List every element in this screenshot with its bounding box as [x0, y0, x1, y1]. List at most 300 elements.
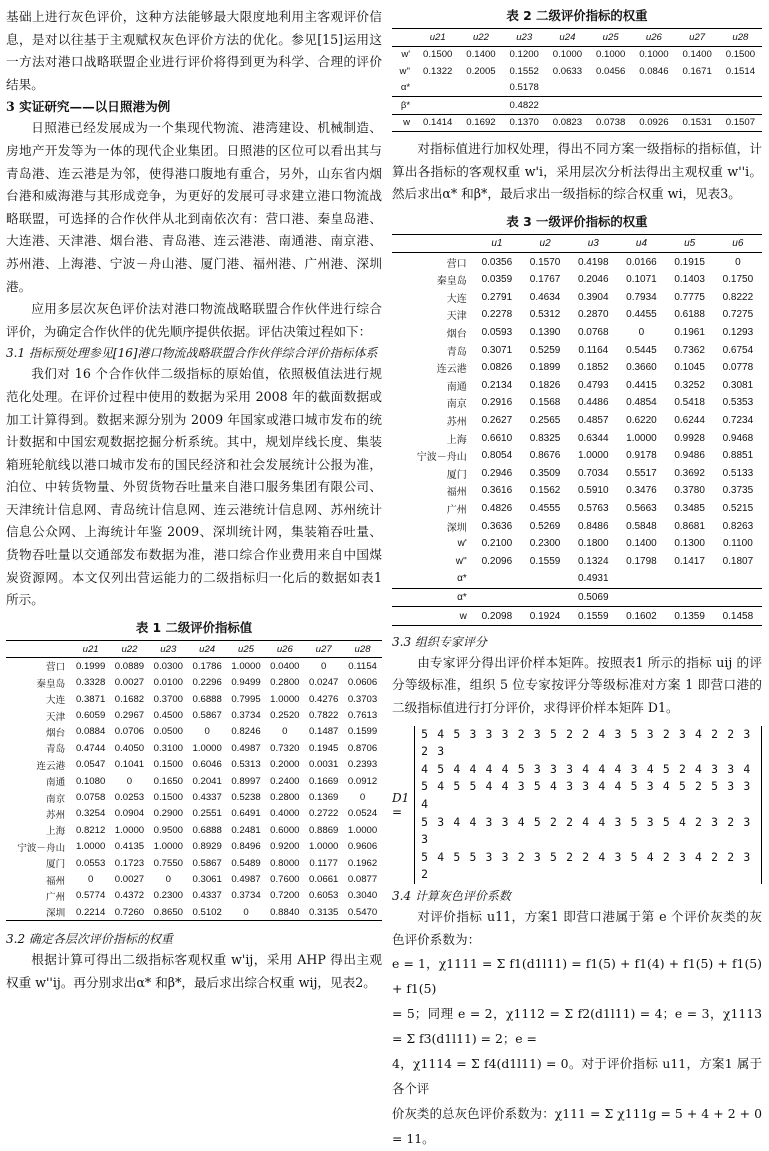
table-header-cell: u27: [315, 643, 332, 655]
table-cell: 0.2946: [481, 467, 513, 479]
table-cell: 0.4500: [153, 710, 183, 722]
table-cell: 0.1400: [466, 49, 496, 61]
table-cell: [416, 80, 459, 97]
table-cell: 0.0166: [626, 256, 657, 268]
table-row: [392, 570, 762, 588]
table-cell: 0.5353: [722, 397, 754, 409]
table-cell: 0.0661: [309, 874, 339, 885]
table-cell: 0.0524: [347, 808, 378, 820]
table-row: [392, 253, 762, 271]
table-cell: 0.9200: [270, 841, 300, 853]
row-label: α*: [392, 570, 473, 588]
table-cell: 0.0846: [639, 65, 669, 77]
table-header-cell: u24: [559, 31, 576, 43]
table-cell: 0.8851: [722, 450, 754, 462]
formula-line-2: = 5；同理 e = 2，χ1112 = Σ f2(d1l11) = 4；e = 3，χ1113 = Σ f3(d1l11) = 2；e =: [392, 1006, 762, 1047]
table1-caption: 表 1 二级评价指标值: [135, 619, 253, 635]
table-cell: 0.3081: [722, 379, 754, 391]
table-cell: 0.4198: [577, 256, 609, 268]
table-cell: [632, 97, 675, 115]
row-label: 连云港: [436, 364, 467, 376]
table-cell: 0.1786: [192, 660, 222, 672]
table-cell: 0.7775: [674, 291, 705, 303]
table-cell: [632, 80, 675, 97]
table-cell: 0.0300: [153, 660, 183, 672]
table-cell: 0.8496: [231, 841, 261, 853]
table-cell: 0.3100: [153, 742, 183, 754]
table-cell: 0.3871: [75, 693, 106, 705]
table-cell: 0.5867: [192, 857, 222, 869]
table-cell: 0.0400: [270, 660, 300, 672]
row-label: 上海: [446, 434, 467, 446]
table-header-cell: u2: [539, 238, 551, 250]
table-cell: [546, 80, 589, 97]
table-header-cell: u23: [516, 31, 533, 43]
row-label: α*: [392, 588, 473, 607]
table-cell: 0.8246: [231, 726, 261, 738]
table-cell: 0.5269: [529, 520, 561, 532]
table-cell: 0.2100: [481, 538, 513, 550]
table-cell: [459, 97, 502, 115]
table-cell: [666, 570, 714, 588]
table-cell: 0.5910: [577, 485, 609, 497]
table-cell: 0.1200: [509, 49, 539, 61]
table-cell: 0.1568: [529, 397, 561, 409]
table-cell: 0.5663: [626, 502, 657, 514]
table-cell: 0: [87, 874, 94, 885]
table-cell: 0: [638, 327, 645, 339]
table-cell: 0.6888: [192, 824, 222, 836]
table-cell: 0.3700: [153, 693, 183, 705]
table-cell: 0.7822: [309, 710, 339, 722]
table-cell: 0.5489: [231, 857, 261, 869]
row-label: 青岛: [446, 346, 467, 358]
table-row: [392, 97, 762, 115]
table-cell: 0.1500: [153, 759, 183, 771]
table-cell: 0.0889: [114, 660, 145, 672]
table3: [392, 234, 762, 626]
table-cell: 0.5517: [626, 467, 657, 479]
table-cell: [521, 588, 569, 607]
table-cell: 0.3703: [347, 693, 378, 705]
table-cell: 0.3071: [481, 344, 513, 356]
table-cell: [473, 588, 521, 607]
table-cell: 0.1370: [509, 117, 539, 129]
table-cell: 0.5178: [503, 80, 546, 97]
row-label: 深圳: [446, 522, 467, 534]
table-cell: 0.8650: [153, 906, 183, 918]
table-cell: 0.2551: [192, 808, 222, 820]
table-cell: 0.0593: [481, 327, 513, 339]
table-cell: 0.1293: [722, 327, 754, 339]
table-header-cell: u4: [635, 238, 648, 250]
table-cell: 0.4555: [529, 502, 561, 514]
table-row: [392, 482, 762, 500]
table-cell: 0.5133: [722, 467, 754, 479]
table-row: [392, 271, 762, 289]
table-cell: 0.0100: [153, 677, 183, 689]
table-cell: 0.1514: [725, 65, 756, 77]
table-cell: 0.2800: [270, 677, 300, 689]
table-cell: [617, 588, 665, 607]
table-row: [392, 517, 762, 535]
table-cell: 0.5418: [674, 397, 705, 409]
table-cell: 1.0000: [347, 824, 378, 836]
table3-caption: 表 3 一级评价指标的权重: [506, 213, 648, 229]
row-label: 上海: [46, 826, 66, 838]
table-cell: 0.7034: [577, 467, 609, 479]
row-label: 烟台: [46, 727, 66, 739]
table-cell: 0.8840: [270, 906, 300, 918]
table-cell: 0.5215: [722, 502, 754, 514]
row-label: w: [459, 610, 467, 622]
table-cell: 0.4455: [626, 309, 657, 321]
table-row: [6, 724, 382, 740]
table-cell: 0.6888: [192, 693, 222, 705]
row-label: w': [401, 49, 411, 61]
table-cell: 0.5445: [626, 344, 657, 356]
matrix-row: 5 3 4 4 3 3 4 5 2 2 4 4 3 5 3 5 4 2 3 2 3 3: [421, 814, 752, 847]
table-cell: 0.9500: [153, 824, 183, 836]
table-cell: 0.4826: [481, 502, 513, 514]
table-cell: 0.0823: [552, 117, 583, 129]
table2: [392, 28, 762, 132]
table-row: [6, 789, 382, 805]
row-label: 厦门: [446, 469, 467, 481]
table-cell: 0.1507: [725, 117, 756, 129]
table-header-cell: u27: [689, 31, 706, 43]
table-cell: 0.1798: [626, 555, 657, 567]
table-cell: [719, 80, 762, 97]
subsection-3-2-heading: 3.2 确定各层次评价指标的权重: [6, 932, 173, 947]
table-cell: 0.5313: [231, 759, 261, 771]
table-cell: 0.2791: [481, 291, 513, 303]
table-cell: 0.1500: [153, 792, 183, 804]
paragraph-after-table2: 对指标值进行加权处理，得出不同方案一级指标的指标值，计算出各指标的客观权重 w'i，采用层次分析法得出主观权重 w''i。然后求出α* 和β*，最后求出一级指标的综合权重 wi，见表3。: [392, 141, 762, 202]
table-cell: 0.1458: [722, 610, 754, 622]
table-cell: [714, 588, 762, 607]
table-header-cell: u22: [472, 31, 489, 43]
paragraph-method: 应用多层次灰色评价法对港口物流战略联盟合作伙伴进行综合评价，为确定合作伙伴的优先顺序提供依据。评估决策过程如下：: [6, 301, 382, 339]
table-cell: 0.8681: [674, 520, 705, 532]
table-cell: 0.1552: [509, 65, 539, 77]
table-cell: 0.3735: [722, 485, 754, 497]
table-row: [6, 855, 382, 871]
table1: [6, 640, 382, 922]
table-cell: 0.0500: [153, 726, 183, 738]
table-cell: 1.0000: [75, 841, 106, 853]
table-cell: [521, 570, 569, 588]
table-cell: 0.4793: [577, 379, 609, 391]
table-cell: 0.0456: [595, 65, 626, 77]
table-cell: 0.7600: [270, 874, 300, 885]
row-label: 福州: [46, 875, 66, 887]
table-cell: [546, 97, 589, 115]
table-cell: 0.1041: [114, 759, 145, 771]
table-cell: 0.1100: [722, 538, 753, 550]
table-cell: 0.3252: [674, 379, 705, 391]
row-label: 苏州: [46, 809, 66, 821]
table-cell: 0.8706: [347, 742, 378, 754]
table-header-cell: u25: [602, 31, 619, 43]
table-cell: 0.5763: [577, 502, 609, 514]
table-cell: 0: [359, 792, 366, 804]
table-cell: [459, 80, 502, 97]
table-cell: 0.0912: [347, 775, 378, 787]
table-cell: 0.2041: [192, 775, 222, 787]
table-cell: 0.0547: [75, 759, 106, 771]
table-cell: 0: [282, 726, 288, 738]
table-cell: 0.5102: [192, 906, 222, 918]
table-cell: 0.0031: [309, 759, 339, 771]
table-cell: 0.2900: [153, 808, 183, 820]
table-cell: 1.0000: [114, 824, 145, 836]
row-label: 南通: [46, 777, 66, 789]
table-cell: 0.4276: [309, 693, 339, 705]
table-row: [392, 465, 762, 483]
table-row: [6, 707, 382, 723]
subsection-3-1-heading: 3.1 指标预处理参见[16]港口物流战略联盟合作伙伴综合评价指标体系: [6, 346, 378, 361]
table-cell: [589, 97, 632, 115]
table-row: [6, 658, 382, 675]
table-cell: 0.3135: [309, 906, 339, 918]
table-cell: 0.2916: [481, 397, 513, 409]
table-cell: 0.0706: [114, 726, 145, 738]
table-cell: [589, 80, 632, 97]
table-cell: 0.1723: [114, 857, 145, 869]
table-cell: 0.9499: [231, 677, 261, 689]
table-cell: 0.2520: [270, 710, 300, 722]
row-label: 南通: [446, 381, 467, 393]
row-label: w': [457, 538, 467, 550]
table-row: [392, 412, 762, 430]
table-cell: 0.8212: [75, 824, 106, 836]
table-row: [392, 341, 762, 359]
table-cell: 0.1924: [529, 610, 561, 622]
matrix-d1: [392, 726, 762, 884]
table-cell: 0.8869: [309, 824, 339, 836]
row-label: 天津: [46, 711, 66, 723]
row-label: 深圳: [46, 908, 66, 920]
table-cell: 0.7275: [722, 309, 754, 321]
table-row: [392, 324, 762, 342]
table-cell: 0.1531: [682, 117, 712, 129]
table-cell: 0: [204, 726, 210, 738]
table-cell: 0.7260: [114, 906, 145, 918]
table-cell: 1.0000: [231, 660, 261, 672]
table-cell: 0.1000: [639, 49, 669, 61]
table-cell: 0.0778: [722, 362, 754, 374]
table-cell: 0.0904: [114, 808, 145, 820]
table-row: [392, 535, 762, 553]
formula-line-3: 4，χ1114 = Σ f4(d1l11) = 0。对于评价指标 u11，方案1 属于各个评: [392, 1056, 762, 1097]
table-cell: 0.6220: [626, 415, 657, 427]
table-row: [6, 691, 382, 707]
table-cell: 0.9606: [347, 841, 378, 853]
table-cell: 1.0000: [270, 693, 300, 705]
table-cell: 0.0884: [75, 726, 106, 738]
paragraph-data: 我们对 16 个合作伙伴二级指标的原始值，依照极值法进行规范化处理。在评价过程中使用的数据为采用 2008 年的截面数据或加工计算得到。数据来源分别为 2009 年国家或港口城市发布的统计数据和中国宏观数据挖掘分析系统。其中，规划岸线长度、集装箱班轮航线以港口城市发布的国民经济和社会发展统计公报为准，泊位、中转货物量、外贸货物吞吐量来自港口服务集团有限公司、天津统计信息网、青岛统计信息网、连云港统计信息网、苏州统计信息公众网、上海统计年鉴 2009、深圳统计网，集装箱吞吐量、货物吞吐量以交通部发布数据为准，港口综合作业费用来自中国煤炭资源网。本文仅列出营运能力的二级指标归一化后的数据如表1 所示。: [6, 366, 382, 608]
row-label: 广州: [446, 504, 467, 516]
table-cell: 0.4337: [192, 792, 222, 804]
table-cell: 0.5848: [626, 520, 657, 532]
row-label: 营口: [446, 258, 467, 270]
row-label: 大连: [46, 695, 66, 707]
table-cell: 0.1671: [682, 65, 712, 77]
table-cell: 0.2800: [270, 792, 300, 804]
table-cell: 1.0000: [309, 841, 339, 853]
table-cell: 0.7362: [674, 344, 705, 356]
table-cell: 0.4987: [231, 742, 261, 754]
table-cell: 0.3780: [674, 485, 705, 497]
table-cell: 0.7320: [270, 742, 300, 754]
table-cell: 0.1500: [423, 49, 453, 61]
table-row: [392, 289, 762, 307]
table-header-cell: u24: [199, 643, 216, 655]
table-cell: 0.6244: [674, 415, 705, 427]
table-cell: 0.0027: [114, 677, 145, 689]
table-row: [392, 359, 762, 377]
table-cell: 0.3476: [626, 485, 657, 497]
table-cell: 0.5259: [529, 344, 561, 356]
table-cell: 0.1682: [114, 693, 145, 705]
table-cell: 0.1300: [674, 538, 705, 550]
table-cell: 0.4987: [231, 874, 261, 885]
table-cell: [473, 570, 521, 588]
table-row: [6, 773, 382, 789]
table-cell: 0.9486: [674, 450, 705, 462]
table-cell: [416, 97, 459, 115]
table-cell: 0.5867: [192, 710, 222, 722]
table-row: [392, 447, 762, 465]
table-cell: 0.8222: [722, 291, 754, 303]
row-label: 连云港: [36, 760, 66, 772]
table-cell: 0.3616: [481, 485, 513, 497]
subsection-3-4-heading: 3.4 计算灰色评价系数: [392, 888, 511, 903]
table-cell: 0.2098: [481, 610, 513, 622]
table-cell: 0.9928: [674, 432, 705, 444]
row-label: 天津: [446, 311, 467, 323]
row-label: 营口: [46, 662, 66, 674]
table2-caption: 表 2 二级评价指标的权重: [506, 8, 648, 23]
table-cell: 0.8263: [722, 520, 754, 532]
paragraph-intro: 基础上进行灰色评价，这种方法能够最大限度地利用主客观评价信息，是对以往基于主观赋权灰色评价方法的优化。参见[15]运用这一方法对港口战略联盟企业进行评价将得到更为科学、合理的评价结果。: [6, 9, 382, 92]
table-cell: 0: [321, 660, 327, 672]
table-cell: [676, 97, 719, 115]
table-cell: 0.3040: [347, 890, 378, 902]
table-header-cell: u26: [645, 31, 662, 43]
table-cell: 0.0027: [114, 874, 145, 885]
table-header-cell: u25: [237, 643, 254, 655]
table-cell: 0.1400: [626, 538, 657, 550]
formula-line-4: 价灰类的总灰色评价系数为：χ111 = Σ χ111g = 5 + 4 + 2 + 0 = 11。: [392, 1106, 762, 1147]
table-cell: 0.3636: [481, 520, 513, 532]
table-cell: 0.2400: [270, 775, 300, 787]
row-label: α*: [392, 80, 416, 97]
table-cell: 0: [243, 906, 249, 918]
formula-line-1: e = 1，χ1111 = Σ f1(d1l11) = f1(5) + f1(4) + f1(5) + f1(5) + f1(5): [392, 956, 762, 997]
table-cell: 0.0633: [552, 65, 583, 77]
row-label: 南京: [46, 793, 66, 805]
right-column: [392, 6, 762, 1151]
table-cell: 0.3061: [192, 874, 222, 885]
table-row: [392, 306, 762, 324]
table-row: [392, 588, 762, 607]
table-cell: 0.1562: [529, 485, 561, 497]
table-cell: 0.1080: [75, 775, 106, 787]
table-cell: 0.2000: [270, 759, 300, 771]
table-cell: 0.0877: [347, 874, 378, 885]
table-cell: 0.5069: [569, 588, 617, 607]
table-header-cell: u26: [276, 643, 293, 655]
table-cell: 0.1570: [529, 256, 561, 268]
table-row: [6, 822, 382, 838]
table-cell: 0.0926: [639, 117, 669, 129]
table-cell: 0.4931: [569, 570, 617, 588]
table-cell: 0.1324: [577, 555, 609, 567]
table-cell: 0.4050: [114, 742, 145, 754]
table-cell: 0.8929: [192, 841, 222, 853]
row-label: 秦皇岛: [36, 678, 66, 690]
table-cell: 0.3509: [529, 467, 561, 479]
table-cell: 1.0000: [577, 450, 609, 462]
table-cell: 0.1500: [725, 49, 756, 61]
table-cell: 0.4634: [529, 291, 561, 303]
table-row: [392, 80, 762, 97]
table-cell: 0.0253: [114, 792, 145, 804]
table-row: [392, 394, 762, 412]
table-cell: 0.3692: [674, 467, 705, 479]
table-row: [6, 675, 382, 691]
table-cell: 0.1390: [529, 327, 561, 339]
table-cell: 0.6053: [309, 890, 339, 902]
table-cell: 0: [165, 874, 171, 885]
row-label: 苏州: [446, 417, 467, 429]
table-cell: 0.8486: [577, 520, 609, 532]
matrix-label: D1 =: [392, 790, 410, 819]
table-row: [392, 377, 762, 395]
table-cell: 0.0356: [481, 256, 513, 268]
table-cell: 0.6491: [231, 808, 261, 820]
table-row: [392, 607, 762, 626]
matrix-row: 4 5 4 4 4 4 5 3 3 3 4 4 4 3 4 5 2 4 3 3 4: [421, 761, 752, 776]
table-cell: 0.0758: [75, 792, 106, 804]
table-row: [6, 904, 382, 921]
table-cell: [617, 570, 665, 588]
table-cell: 1.0000: [153, 841, 183, 853]
table-cell: 0.5774: [75, 890, 106, 902]
table-cell: 0.1826: [529, 379, 561, 391]
table-cell: 0.0738: [595, 117, 626, 129]
table-row: [6, 757, 382, 773]
table-header-cell: u22: [121, 643, 138, 655]
row-label: 青岛: [46, 744, 66, 756]
table-cell: 0.3734: [231, 710, 261, 722]
table-header-corner: [6, 640, 71, 657]
table-cell: 0.1692: [466, 117, 496, 129]
paragraph-gray: 对评价指标 u11，方案1 即营口港属于第 e 个评价灰类的灰色评价系数为：: [392, 908, 762, 947]
row-label: 秦皇岛: [436, 276, 467, 288]
table-cell: 0.8054: [481, 450, 513, 462]
row-label: w: [403, 117, 411, 129]
table-row: [6, 871, 382, 887]
table-cell: 0.4337: [192, 890, 222, 902]
table-cell: [666, 588, 714, 607]
paragraph-rizhao: 日照港已经发展成为一个集现代物流、港湾建设、机械制造、房地产开发等为一体的现代企业集团。日照港的区位可以看出其与青岛港、连云港是为邻，使得港口腹地有重合，另外，山东省内烟台港和威海港与其形成竞争，为更好的发展可寻求建立港口物流战略联盟，可选择的合作伙伴从北到南依次有：营口港、秦皇岛港、大连港、天津港、烟台港、青岛港、连云港港、南通港、南京港、苏州港、上海港、宁波－舟山港、厦门港、福州港、广州港、深圳港。: [6, 120, 382, 294]
table-cell: 0.4744: [75, 742, 106, 754]
table-header-cell: u5: [684, 238, 696, 250]
table-cell: 0.2278: [481, 309, 513, 321]
